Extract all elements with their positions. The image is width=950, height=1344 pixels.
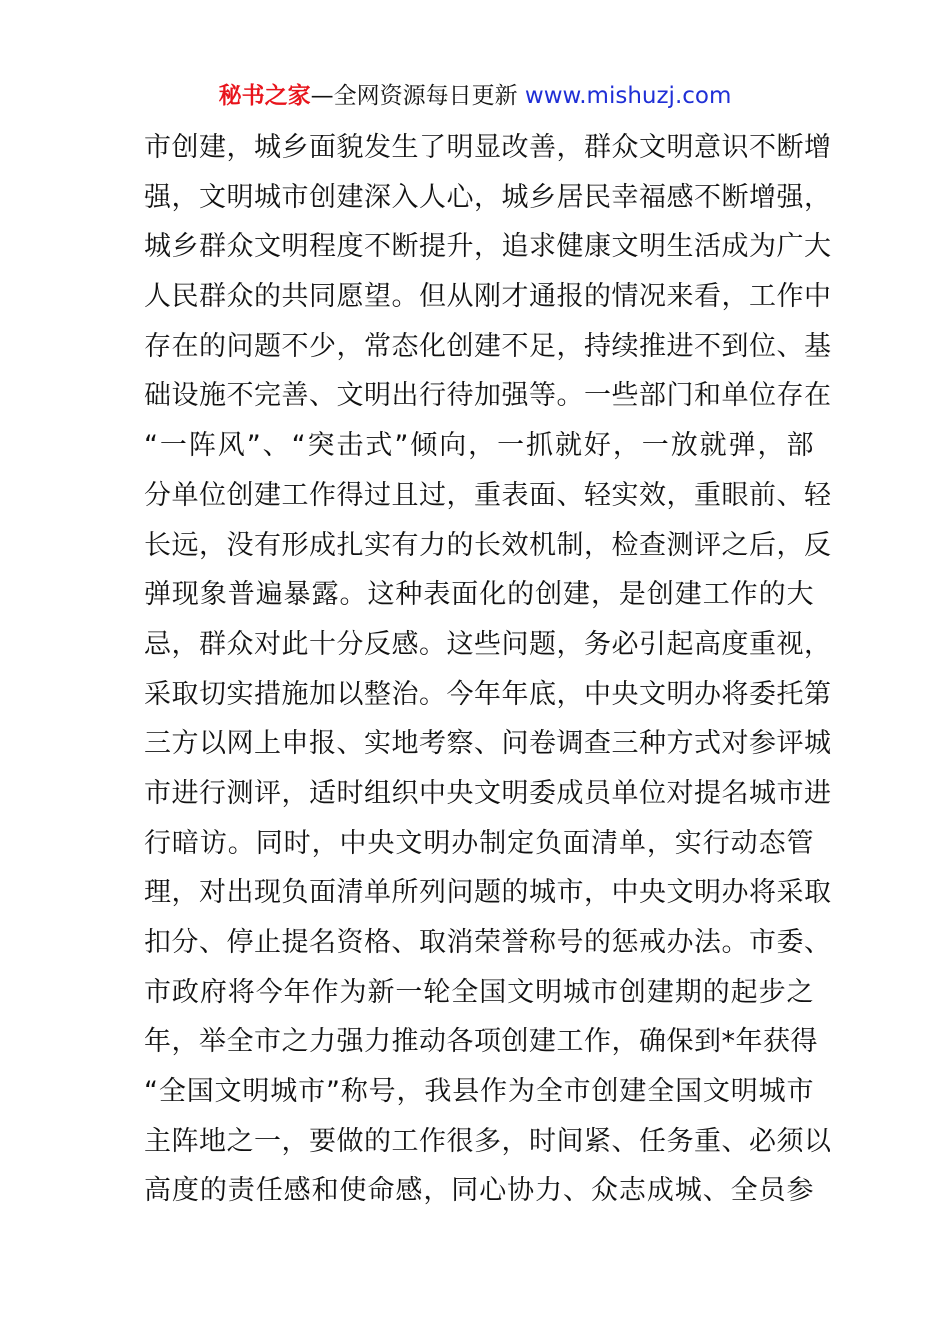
header-url: www.mishuzj.com: [524, 83, 732, 109]
text-line: “一阵风”、“突击式”倾向，一抓就好，一放就弹，部: [144, 430, 814, 462]
text-line: 年，举全市之力强力推动各项创建工作，确保到*年获得: [144, 1026, 818, 1058]
text-line: 采取切实措施加以整治。今年年底，中央文明办将委托第: [144, 678, 832, 710]
header-tagline: —全网资源每日更新: [310, 83, 525, 109]
body-text: [144, 123, 832, 1216]
text-line: 市政府将今年作为新一轮全国文明城市创建期的起步之: [144, 976, 814, 1008]
text-line: 行暗访。同时，中央文明办制定负面清单，实行动态管: [144, 827, 814, 859]
text-line: 分单位创建工作得过且过，重表面、轻实效，重眼前、轻: [144, 479, 832, 511]
text-line: 城乡群众文明程度不断提升，追求健康文明生活成为广大: [144, 231, 832, 263]
header-brand: 秘书之家: [218, 83, 311, 109]
text-line: 强，文明城市创建深入人心，城乡居民幸福感不断增强，: [144, 181, 832, 213]
text-line: 主阵地之一，要做的工作很多，时间紧、任务重、必须以: [144, 1125, 832, 1157]
text-line: 人民群众的共同愿望。但从刚才通报的情况来看，工作中: [144, 281, 832, 313]
text-line: 市进行测评，适时组织中央文明委成员单位对提名城市进: [144, 777, 832, 809]
text-line: 理，对出现负面清单所列问题的城市，中央文明办将采取: [144, 877, 832, 909]
text-line: 弹现象普遍暴露。这种表面化的创建，是创建工作的大: [144, 579, 814, 611]
text-line: 忌，群众对此十分反感。这些问题，务必引起高度重视，: [144, 628, 832, 660]
text-line: 市创建，城乡面貌发生了明显改善，群众文明意识不断增: [144, 132, 832, 163]
text-line: 扣分、停止提名资格、取消荣誉称号的惩戒办法。市委、: [144, 927, 832, 958]
text-line: 高度的责任感和使命感，同心协力、众志成城、全员参: [144, 1175, 814, 1207]
text-line: 础设施不完善、文明出行待加强等。一些部门和单位存在: [144, 380, 832, 412]
text-line: 存在的问题不少，常态化创建不足，持续推进不到位、基: [144, 330, 832, 362]
text-line: 三方以网上申报、实地考察、问卷调查三种方式对参评城: [144, 728, 832, 760]
text-line: 长远，没有形成扎实有力的长效机制，检查测评之后，反: [144, 529, 832, 561]
text-line: “全国文明城市”称号，我县作为全市创建全国文明城市: [144, 1076, 814, 1108]
page-header: [0, 80, 950, 112]
